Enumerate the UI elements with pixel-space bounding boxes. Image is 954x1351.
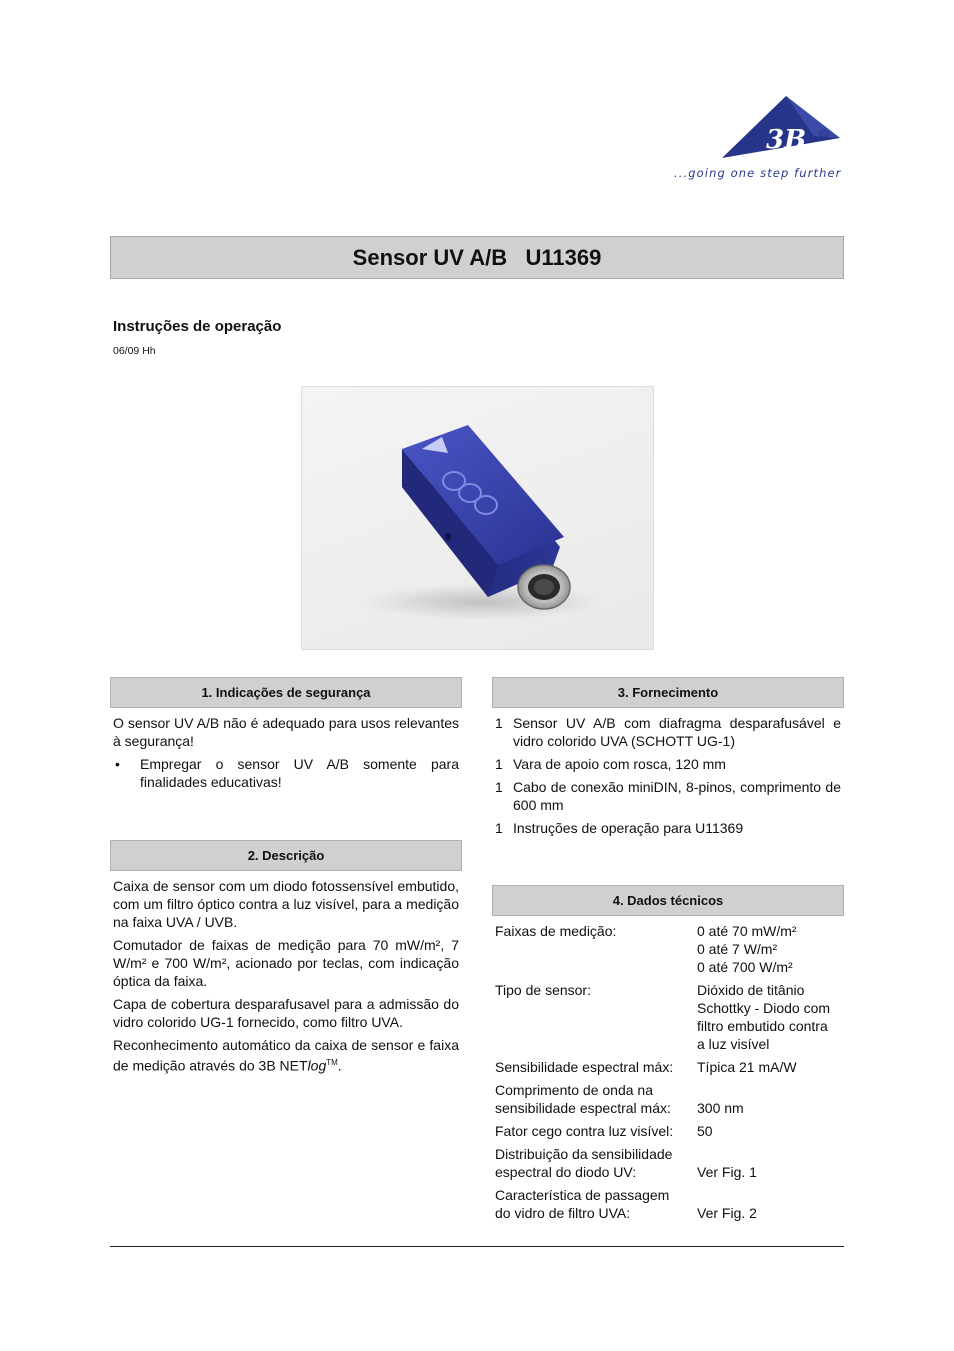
spec-label [495, 1186, 697, 1222]
spec-label: Faixas de medição: [495, 923, 617, 939]
spec-row [495, 1081, 841, 1117]
spec-label-line: Característica de passagem [495, 1187, 670, 1203]
spec-row [495, 1058, 841, 1076]
spec-row [495, 1122, 841, 1140]
item-quantity: 1 [495, 820, 503, 836]
logo-brand-text: 3B [766, 125, 807, 155]
list-item [495, 755, 841, 773]
spec-value-line: Schottky - Diodo com [697, 1000, 831, 1016]
description-paragraph [113, 1036, 459, 1075]
spec-value-line: 300 nm [697, 1100, 744, 1116]
list-item [495, 819, 841, 837]
list-item [113, 755, 459, 791]
description-paragraph: Comutador de faixas de medição para 70 mW/m², 7 W/m² e 700 W/m², acionado por teclas, com indicação óptica da faixa. [113, 937, 459, 989]
spec-value-line: Dióxido de titânio [697, 982, 805, 998]
spec-label-line: espectral do diodo UV: [495, 1164, 637, 1180]
description-paragraph: Caixa de sensor com um diodo fotossensível embutido, com um filtro óptico contra a luz visível, para a medição na faixa UVA / UVB. [113, 878, 459, 930]
spec-value-line: a luz visível [697, 1036, 770, 1052]
section-heading-description: 2. Descrição [110, 840, 462, 871]
spec-label: Sensibilidade espectral máx: [495, 1059, 674, 1075]
item-text: Cabo de conexão miniDIN, 8-pinos, comprimento de 600 mm [513, 779, 841, 813]
trademark-mark: TM [326, 1058, 338, 1067]
netlog-text: Reconhecimento automático da caixa de sensor e faixa de medição através do 3B NET [113, 1037, 459, 1074]
section-body-technical [492, 916, 844, 1222]
spec-label-line: Comprimento de onda na [495, 1082, 653, 1098]
spec-value-line: 0 até 700 W/m² [697, 959, 793, 975]
spec-row [495, 981, 841, 1053]
svg-text:R: R [821, 131, 826, 139]
spec-value: 50 [697, 1123, 713, 1139]
item-text: Sensor UV A/B com diafragma desparafusável e vidro colorido UVA (SCHOTT UG-1) [513, 715, 841, 749]
description-paragraph: Capa de cobertura desparafusavel para a admissão do vidro colorido UG-1 fornecido, como filtro UVA. [113, 996, 459, 1030]
title-banner [110, 236, 844, 279]
spec-value-line: filtro embutido contra [697, 1018, 828, 1034]
bullet-icon: • [115, 756, 120, 772]
spec-label: Tipo de sensor: [495, 982, 591, 998]
footer-divider [110, 1246, 844, 1247]
safety-bullet-text: Empregar o sensor UV A/B somente para finalidades educativas! [140, 756, 459, 790]
spec-label-line: sensibilidade espectral máx: [495, 1100, 671, 1116]
spec-value [697, 1186, 841, 1222]
spec-row [495, 1145, 841, 1181]
uv-sensor-box-photo-icon [302, 387, 654, 650]
list-item [495, 778, 841, 814]
netlog-italic: log [307, 1057, 327, 1074]
section-body-description [110, 871, 462, 1075]
item-text: Instruções de operação para U11369 [513, 820, 744, 836]
page-title: Sensor UV A/B U11369 [352, 244, 602, 270]
item-quantity: 1 [495, 779, 503, 795]
item-quantity: 1 [495, 715, 503, 731]
section-heading-technical: 4. Dados técnicos [492, 885, 844, 916]
section-body-supply [492, 708, 844, 837]
spec-value [697, 981, 841, 1053]
spec-label: Fator cego contra luz visível: [495, 1123, 674, 1139]
spec-row [495, 1186, 841, 1222]
document-date: 06/09 Hh [113, 345, 156, 357]
spec-label-line: Distribuição da sensibilidade [495, 1146, 673, 1162]
spec-value [697, 1145, 841, 1181]
spec-value-line: 0 até 70 mW/m² [697, 923, 797, 939]
spec-label [495, 1145, 697, 1181]
document-subtitle: Instruções de operação [113, 318, 282, 335]
spec-value-line: Ver Fig. 2 [697, 1205, 757, 1221]
right-column [492, 677, 844, 1227]
spec-label [495, 1081, 697, 1117]
section-body-safety [110, 708, 462, 791]
spec-value-line: Ver Fig. 1 [697, 1164, 757, 1180]
product-photo [301, 386, 654, 650]
spec-row [495, 922, 841, 976]
item-quantity: 1 [495, 756, 503, 772]
spec-value [697, 922, 841, 976]
item-text: Vara de apoio com rosca, 120 mm [513, 756, 726, 772]
left-column [110, 677, 462, 1080]
logo-tagline: ...going one step further [674, 166, 842, 180]
section-heading-safety: 1. Indicações de segurança [110, 677, 462, 708]
3b-scientific-triangle-logo-icon [674, 96, 846, 166]
spec-value-line: 0 até 7 W/m² [697, 941, 778, 957]
section-heading-supply: 3. Fornecimento [492, 677, 844, 708]
spec-label-line: do vidro de filtro UVA: [495, 1205, 631, 1221]
safety-paragraph: O sensor UV A/B não é adequado para usos relevantes à segurança! [113, 715, 459, 749]
list-item [495, 714, 841, 750]
spec-value: Típica 21 mA/W [697, 1059, 797, 1075]
netlog-suffix: . [337, 1057, 342, 1074]
spec-value [697, 1081, 841, 1117]
